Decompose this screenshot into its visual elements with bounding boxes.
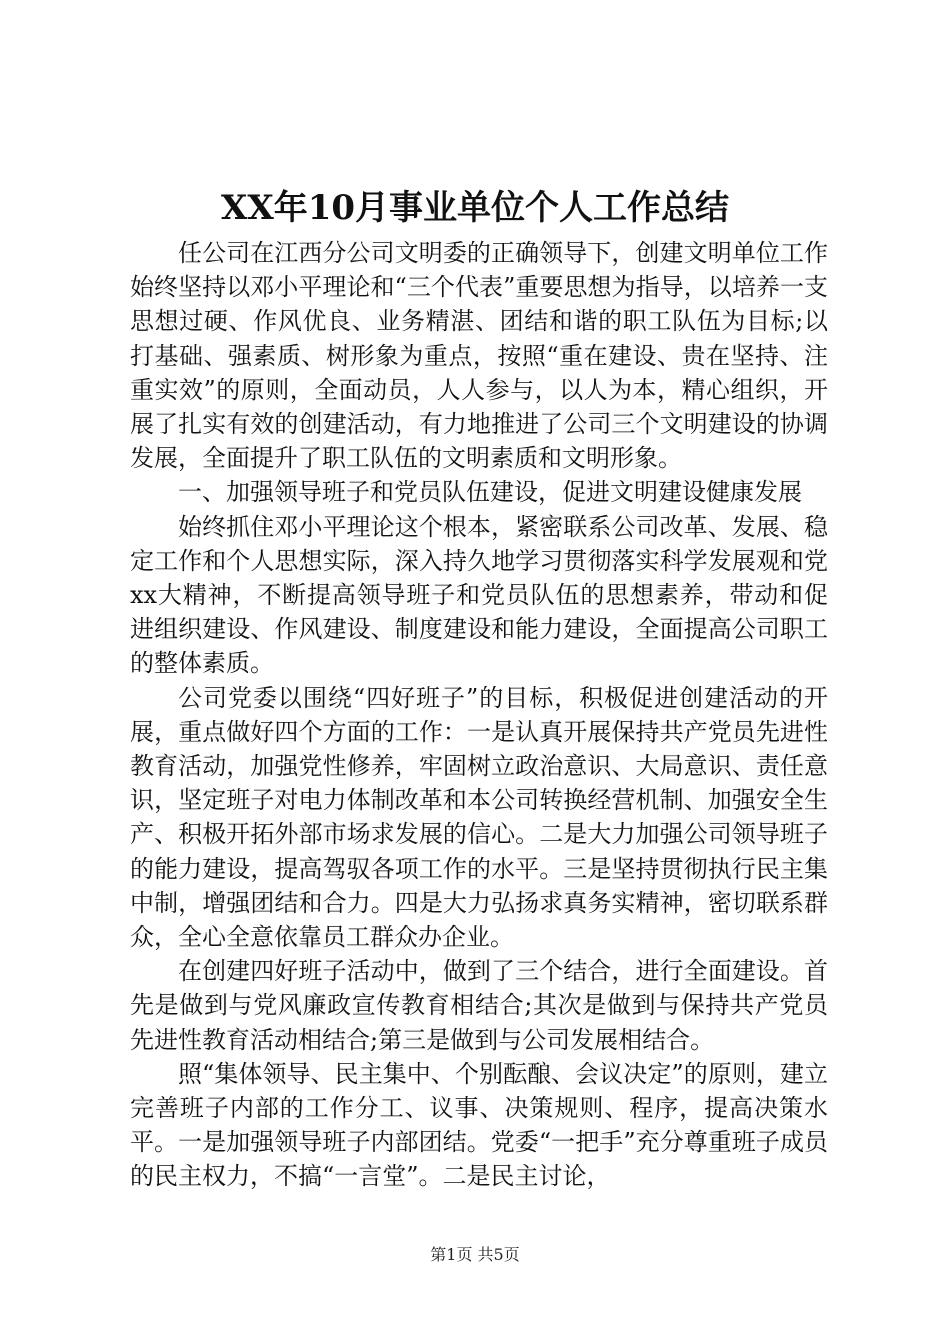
section-heading-1: 一、加强领导班子和党员队伍建设，促进文明建设健康发展: [178, 478, 802, 507]
document-title: XX年10月事业单位个人工作总结: [220, 188, 730, 228]
paragraph-three-combinations: 在创建四好班子活动中，做到了三个结合，进行全面建设。首先是做到与党风廉政宣传教育相结合;其次是做到与保持共产党员先进性教育活动相结合;第三是做到与公司发展相结合。: [130, 957, 828, 1054]
document-body: [130, 236, 828, 1194]
paragraph-collective-leadership: 照“集体领导、民主集中、个别酝酿、会议决定”的原则，建立完善班子内部的工作分工、议事、决策规则、程序，提高决策水平。一是加强领导班子内部团结。党委“一把手”充分尊重班子成员的民主权力，不搞“一言堂”。二是民主讨论，: [130, 1059, 828, 1191]
page-footer: 第1页 共5页: [430, 1245, 520, 1264]
paragraph-theory: 始终抓住邓小平理论这个根本，紧密联系公司改革、发展、稳定工作和个人思想实际，深入持久地学习贯彻落实科学发展观和党xx大精神，不断提高领导班子和党员队伍的思想素养，带动和促进组织建设、作风建设、制度建设和能力建设，全面提高公司职工的整体素质。: [130, 512, 828, 678]
paragraph-intro: 任公司在江西分公司文明委的正确领导下，创建文明单位工作始终坚持以邓小平理论和“三个代表”重要思想为指导，以培养一支思想过硬、作风优良、业务精湛、团结和谐的职工队伍为目标;以打基础、强素质、树形象为重点，按照“重在建设、贵在坚持、注重实效”的原则，全面动员，人人参与，以人为本，精心组织，开展了扎实有效的创建活动，有力地推进了公司三个文明建设的协调发展，全面提升了职工队伍的文明素质和文明形象。: [130, 239, 828, 473]
paragraph-four-good-team: 公司党委以围绕“四好班子”的目标，积极促进创建活动的开展，重点做好四个方面的工作：一是认真开展保持共产党员先进性教育活动，加强党性修养，牢固树立政治意识、大局意识、责任意识，坚定班子对电力体制改革和本公司转换经营机制、加强安全生产、积极开拓外部市场求发展的信心。二是大力加强公司领导班子的能力建设，提高驾驭各项工作的水平。三是坚持贯彻执行民主集中制，增强团结和合力。四是大力弘扬求真务实精神，密切联系群众，全心全意依靠员工群众办企业。: [130, 683, 828, 952]
